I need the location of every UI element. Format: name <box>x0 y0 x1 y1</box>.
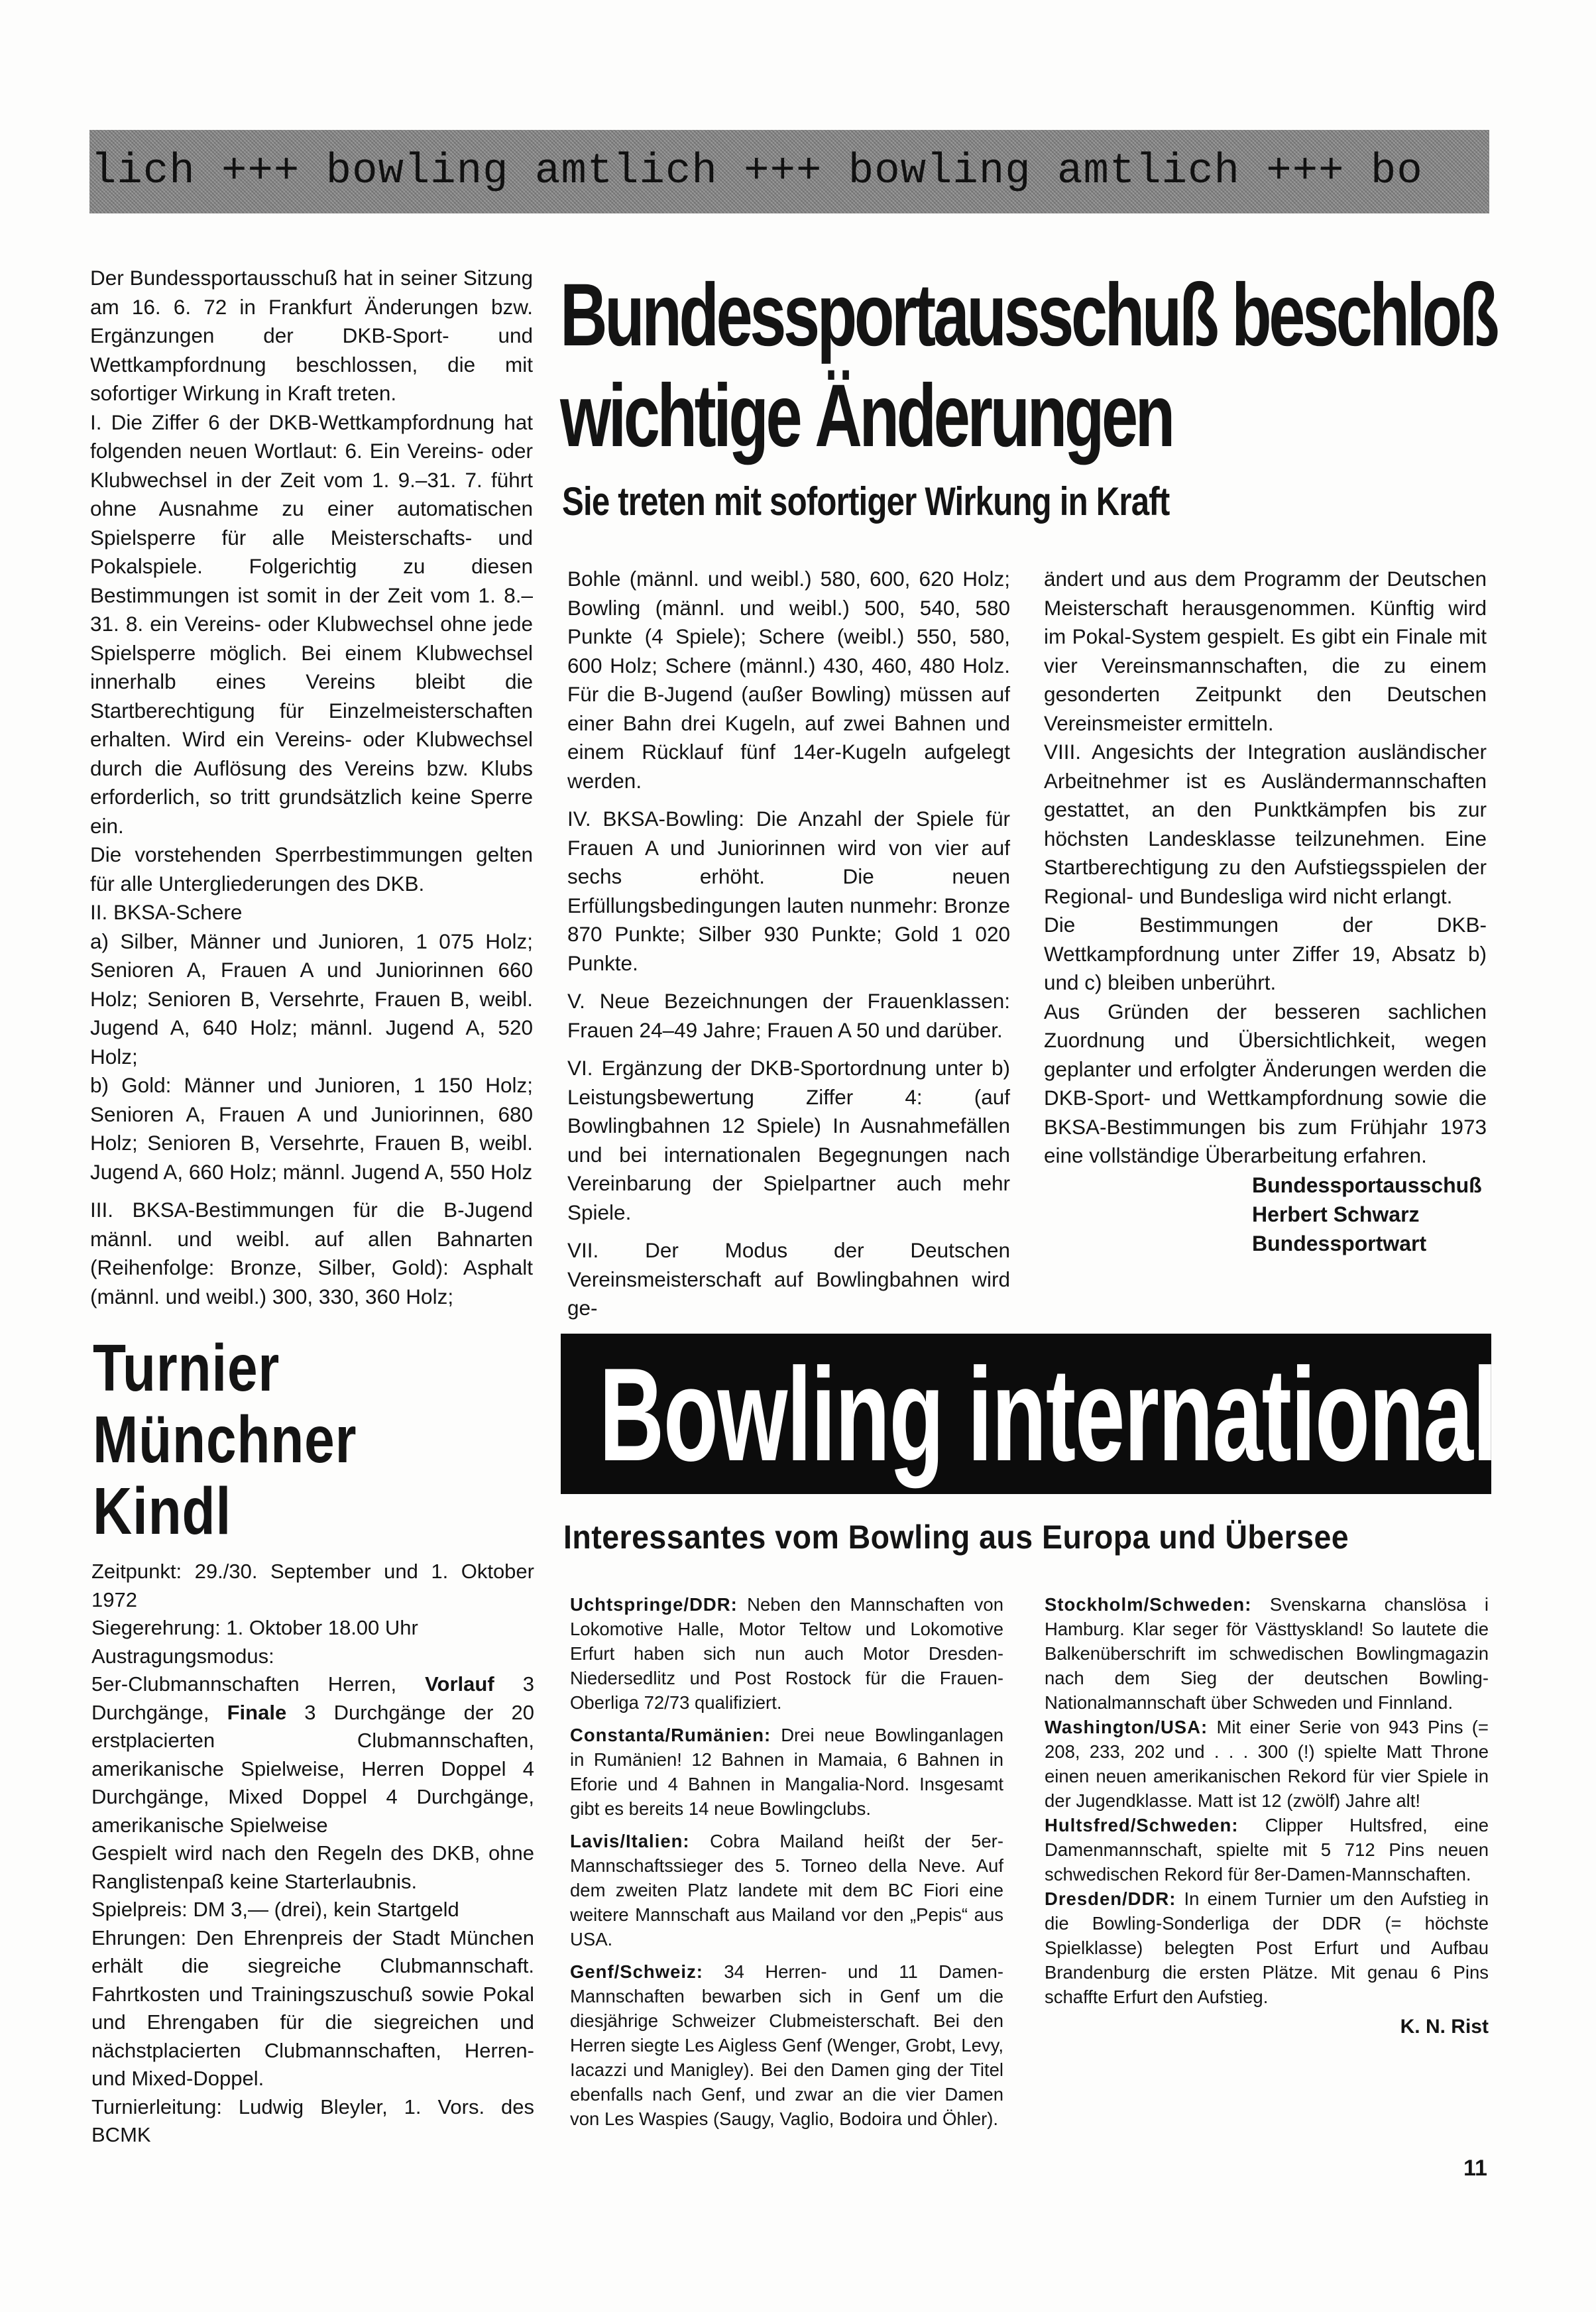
news-text: Drei neue Bowlinganlagen in Rumänien! 12 Bahnen in Mamaia, 6 Bahnen in Eforie und 4 Bahnen in Mangalia-Nord. Insgesamt gibt es bereits 14 neue Bowlingclubs. <box>570 1725 1003 1819</box>
paragraph: Aus Gründen der besseren sachlichen Zuordnung und Übersichtlichkeit, wegen geplanter und erfolgter Änderungen werden die DKB-Sport- und Wettkampfordnung sowie die BKSA-Bestimmungen bis zum Frühjahr 1973 eine vollständige Überarbeitung erfahren. <box>1044 999 1487 1167</box>
article-headline <box>560 265 1502 467</box>
headline-line-2: wichtige Änderungen <box>560 367 1172 465</box>
article1-column-1 <box>90 264 533 1311</box>
news-place: Genf/Schweiz: <box>570 1961 703 1982</box>
detail-modus-label: Austragungsmodus: <box>91 1644 274 1668</box>
detail-ehrungen: Ehrungen: Den Ehrenpreis der Stadt München erhält die siegreiche Clubmannschaft. Fahrtkosten und Trainingszuschuß sowie Pokal und Ehrengaben für die siegreichen und nächstplacierten Clubmannschaften, Herren- und Mixed-Doppel. <box>91 1926 534 2090</box>
paragraph: VII. Der Modus der Deutschen Vereinsmeisterschaft auf Bowlingbahnen wird ge- <box>567 1238 1010 1320</box>
news-item <box>570 1829 1003 1951</box>
banner-text: lich +++ bowling amtlich +++ bowling amtlich +++ bo <box>91 148 1423 196</box>
detail-turnierleitung: Turnierleitung: Ludwig Bleyler, 1. Vors. des BCMK <box>91 2095 534 2146</box>
news-item <box>1045 1886 1489 2009</box>
section-banner <box>89 130 1489 213</box>
paragraph: IV. BKSA-Bowling: Die Anzahl der Spiele für Frauen A und Juniorinnen wird von vier auf sechs erhöht. Die neuen Erfüllungsbedingungen lauten nunmehr: Bronze 870 Punkte; Silber 930 Punkte; Gold 1 020 Punkte. <box>567 807 1010 975</box>
paragraph: a) Silber, Männer und Junioren, 1 075 Holz; Senioren A, Frauen A und Juniorinnen 660 Holz; Senioren B, Versehrte, Frauen B, weibl. Jugend A, 640 Holz; männl. Jugend A, 520 Holz; <box>90 929 533 1069</box>
article1-column-2 <box>567 565 1010 1323</box>
paragraph: ändert und aus dem Programm der Deutschen Meisterschaft herausgenommen. Künftig wird im Pokal-System gespielt. Es gibt ein Finale mit vier Vereinsmannschaften, die zu einem gesonderten Zeitpunkt den Deutschen Vereinsmeister ermitteln. <box>1044 567 1487 735</box>
paragraph: Die Bestimmungen der DKB-Wettkampfordnung unter Ziffer 19, Absatz b) und c) bleiben unberührt. <box>1044 913 1487 994</box>
author-byline: K. N. Rist <box>1400 2016 1489 2038</box>
text: 5er-Clubmannschaften Herren, <box>91 1672 426 1696</box>
detail-spielpreis: Spielpreis: DM 3,— (drei), kein Startgeld <box>91 1898 459 1921</box>
detail-siegerehrung: Siegerehrung: 1. Oktober 18.00 Uhr <box>91 1616 418 1639</box>
text: 3 Durchgänge, <box>91 1672 534 1724</box>
paragraph: VIII. Angesichts der Integration ausländischer Arbeitnehmer ist es Ausländermannschaften gestattet, an den Punktkämpfen bis zur höchsten Landesklasse teilzunehmen. Eine Startberechtigung zu den Aufstiegsspielen der Regional- und Bundesliga wird nicht erlangt. <box>1044 740 1487 908</box>
signature-org: Bundessportausschuß <box>1252 1173 1482 1197</box>
news-column-1 <box>570 1592 1003 2131</box>
news-item <box>1045 1813 1489 1886</box>
news-place: Dresden/DDR: <box>1045 1888 1176 1909</box>
article-subheadline: Sie treten mit sofortiger Wirkung in Kraft <box>562 479 1170 524</box>
paragraph: b) Gold: Männer und Junioren, 1 150 Holz; Senioren A, Frauen A und Juniorinnen, 680 Holz; Senioren B, Versehrte, Frauen B, weibl. Jugend A, 660 Holz; männl. Jugend A, 550 Holz <box>90 1073 533 1184</box>
paragraph: Bohle (männl. und weibl.) 580, 600, 620 Holz; Bowling (männl. und weibl.) 500, 540, 580 Punkte (4 Spiele); Schere (weibl.) 550, 580, 600 Holz; Schere (männl.) 430, 460, 480 Holz. Für die B-Jugend (außer Bowling) müssen auf einer Bahn drei Kugeln, auf zwei Bahnen und einem Rücklauf fünf 14er-Kugeln aufgelegt werden. <box>567 567 1010 793</box>
title-line: Turnier <box>93 1331 280 1405</box>
news-place: Hultsfred/Schweden: <box>1045 1815 1239 1835</box>
paragraph: II. BKSA-Schere <box>90 900 243 924</box>
detail-zeitpunkt: Zeitpunkt: 29./30. September und 1. Oktober 1972 <box>91 1560 534 1611</box>
paragraph: Die vorstehenden Sperrbestimmungen gelten für alle Untergliederungen des DKB. <box>90 842 533 896</box>
news-place: Uchtspringe/DDR: <box>570 1594 738 1615</box>
news-place: Washington/USA: <box>1045 1717 1208 1737</box>
news-text: Mit einer Serie von 943 Pins (= 208, 233, 202 und . . . 300 (!) spielte Matt Throne einen neuen amerikanischen Rekord für vier Spiele in der Jugendklasse. Matt ist 12 (zwölf) Jahre alt! <box>1045 1717 1489 1811</box>
news-column-2 <box>1045 1592 1489 2039</box>
news-item <box>1045 1715 1489 1813</box>
signature-block <box>1252 1171 1487 1258</box>
news-text: 34 Herren- und 11 Damen-Mannschaften bewarben sich in Genf um die diesjährige Schweizer Clubmeisterschaft. Bei den Herren siegte Les Aigless Genf (Wenger, Grobt, Levy, Iacazzi und Manigley). Bei den Damen ging der Titel ebenfalls nach Genf, und zwar an die vier Damen von Les Waspies (Saugy, Vaglio, Bodoira und Öhler). <box>570 1961 1003 2129</box>
tournament-details <box>91 1558 534 2150</box>
detail-regeln: Gespielt wird nach den Regeln des DKB, ohne Ranglistenpaß keine Starterlaubnis. <box>91 1841 534 1893</box>
title-line: Münchner <box>93 1403 357 1477</box>
bowling-international-banner <box>561 1334 1497 1494</box>
paragraph: I. Die Ziffer 6 der DKB-Wettkampfordnung hat folgenden neuen Wortlaut: 6. Ein Vereins- oder Klubwechsel in der Zeit vom 1. 9.–31. 7. führt ohne Ausnahme zu einer automatischen Spielsperre für alle Meisterschafts- und Pokalspiele. Folgerichtig zu diesen Bestimmungen ist somit in der Zeit vom 1. 8.–31. 8. ein Vereins- oder Klubwechsel ohne jede Spielsperre möglich. Bei einem Klubwechsel innerhalb eines Vereins bleibt die Startberechtigung für Einzelmeisterschaften erhalten. Wird ein Vereins- oder Klubwechsel durch die Auflösung des Vereins bzw. Klubs erforderlich, so tritt grundsätzlich keine Sperre ein. <box>90 410 533 838</box>
paragraph: Der Bundessportausschuß hat in seiner Sitzung am 16. 6. 72 in Frankfurt Änderungen bzw. Ergänzungen der DKB-Sport- und Wettkampfordnung beschlossen, die mit sofortiger Wirkung in Kraft treten. <box>90 266 533 405</box>
paragraph: V. Neue Bezeichnungen der Frauenklassen: Frauen 24–49 Jahre; Frauen A 50 und darüber. <box>567 989 1010 1042</box>
news-text: In einem Turnier um den Aufstieg in die Bowling-Sonderliga der DDR (= höchste Spielklasse) belegten Post Erfurt und Aufbau Brandenburg die ersten Plätze. Mit genau 6 Pins schaffte Erfurt den Aufstieg. <box>1045 1888 1489 2007</box>
page-number: 11 <box>1463 2156 1487 2181</box>
text: 3 Durchgänge der 20 erstplacierten Clubmannschaften, amerikanische Spielweise, Herren Doppel 4 Durchgänge, Mixed Doppel 4 Durchgänge, amerikanische Spielweise <box>91 1700 535 1837</box>
paragraph: VI. Ergänzung der DKB-Sportordnung unter b) Leistungsbewertung Ziffer 4: (auf Bowlingbahnen 12 Spiele) In Ausnahmefällen und bei internationalen Begegnungen nach Vereinbarung der Spielpartner auch mehr Spiele. <box>567 1056 1010 1224</box>
news-text: Clipper Hultsfred, eine Damenmannschaft, spielte mit 5 712 Pins neuen schwedischen Rekord für 8er-Damen-Mannschaften. <box>1045 1815 1489 1884</box>
bowling-international-title: Bowling international <box>599 1341 1497 1489</box>
detail-modus <box>91 1670 534 1839</box>
paragraph: III. BKSA-Bestimmungen für die B-Jugend männl. und weibl. auf allen Bahnarten (Reihenfolge: Bronze, Silber, Gold): Asphalt (männl. und weibl.) 300, 330, 360 Holz; <box>90 1198 533 1308</box>
news-item <box>570 1723 1003 1821</box>
news-item <box>570 1959 1003 2131</box>
news-item <box>570 1592 1003 1715</box>
news-text: Neben den Mannschaften von Lokomotive Halle, Motor Teltow und Lokomotive Erfurt haben sich nun auch Motor Dresden-Niedersedlitz und Post Rostock für die Frauen-Oberliga 72/73 qualifiziert. <box>570 1594 1003 1713</box>
tournament-title <box>93 1332 357 1547</box>
article1-column-3 <box>1044 565 1487 1258</box>
news-place: Constanta/Rumänien: <box>570 1725 771 1745</box>
news-place: Lavis/Italien: <box>570 1831 690 1851</box>
title-line: Kindl <box>93 1474 232 1548</box>
news-item <box>1045 1592 1489 1715</box>
bowling-international-subtitle: Interessantes vom Bowling aus Europa und Übersee <box>563 1519 1349 1556</box>
signature-title: Bundessportwart <box>1252 1231 1427 1255</box>
news-text: Svenskarna chanslösa i Hamburg. Klar seger för Västtyskland! So lautete die Balkenüberschrift im schwedischen Bowlingmagazin nach dem Sieg der deutschen Bowling-Nationalmannschaft über Schweden und Finnland. <box>1045 1594 1489 1713</box>
emphasis-finale: Finale <box>227 1700 287 1724</box>
news-text: Cobra Mailand heißt der 5er-Mannschaftssieger des 5. Torneo della Neve. Auf dem zweiten Platz landete mit dem BC Fiori eine weitere Mannschaft aus Mailand vor den „Pepis“ aus USA. <box>570 1831 1003 1949</box>
signature-name: Herbert Schwarz <box>1252 1202 1420 1226</box>
headline-line-1: Bundessportausschuß beschloß <box>560 266 1497 365</box>
emphasis-vorlauf: Vorlauf <box>425 1672 494 1696</box>
news-place: Stockholm/Schweden: <box>1045 1594 1252 1615</box>
